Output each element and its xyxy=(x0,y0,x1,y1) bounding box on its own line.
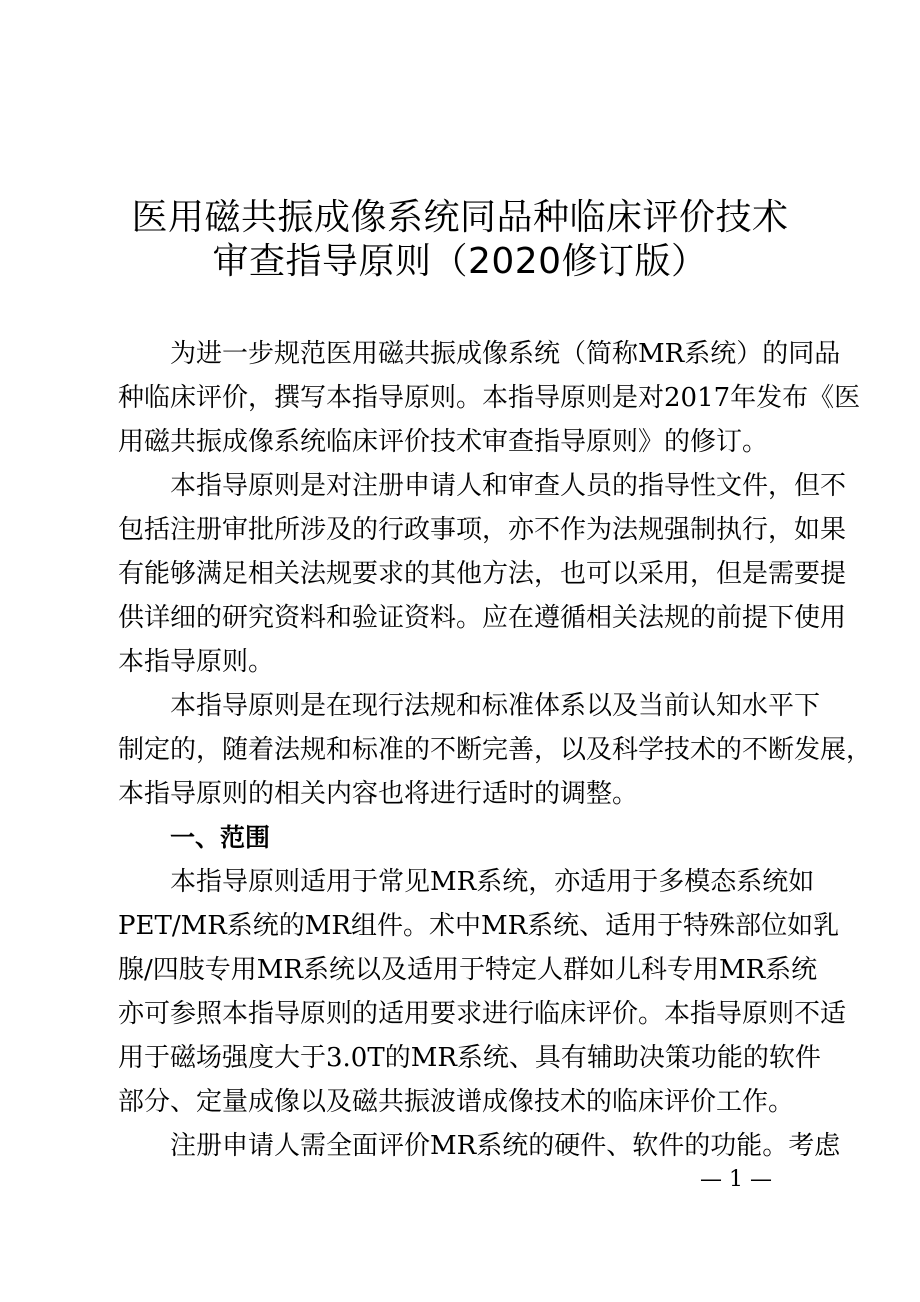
body-line: 供详细的研究资料和验证资料。应在遵循相关法规的前提下使用 xyxy=(118,603,847,633)
body-line: 有能够满足相关法规要求的其他方法，也可以采用，但是需要提 xyxy=(118,559,847,589)
body-line: 包括注册审批所涉及的行政事项，亦不作为法规强制执行，如果 xyxy=(118,515,847,545)
body-line: 用磁共振成像系统临床评价技术审查指导原则》的修订。 xyxy=(118,427,769,457)
body-line: 制定的，随着法规和标准的不断完善，以及科学技术的不断发展， xyxy=(118,735,873,765)
body-line: 部分、定量成像以及磁共振波谱成像技术的临床评价工作。 xyxy=(118,1087,795,1117)
document-title-line-1: 医用磁共振成像系统同品种临床评价技术 xyxy=(131,197,789,238)
body-line: 种临床评价，撰写本指导原则。本指导原则是对2017年发布《医 xyxy=(118,383,861,413)
body-line: 注册申请人需全面评价MR系统的硬件、软件的功能。考虑 xyxy=(170,1131,841,1161)
body-line: 为进一步规范医用磁共振成像系统（简称MR系统）的同品 xyxy=(170,339,841,369)
body-line: 亦可参照本指导原则的适用要求进行临床评价。本指导原则不适 xyxy=(118,999,847,1029)
body-line: 用于磁场强度大于3.0T的MR系统、具有辅助决策功能的软件 xyxy=(118,1043,821,1073)
body-line: 本指导原则是在现行法规和标准体系以及当前认知水平下 xyxy=(170,691,821,721)
body-line: 本指导原则的相关内容也将进行适时的调整。 xyxy=(118,779,639,809)
page-number: — 1 — xyxy=(700,1167,772,1192)
body-line: 本指导原则。 xyxy=(118,647,275,677)
document-title-line-2: 审查指导原则（2020修订版） xyxy=(212,241,708,282)
section-heading-scope: 一、范围 xyxy=(170,823,271,852)
body-line: 腺/四肢专用MR系统以及适用于特定人群如儿科专用MR系统 xyxy=(118,955,818,985)
body-line: PET/MR系统的MR组件。术中MR系统、适用于特殊部位如乳 xyxy=(118,911,840,941)
body-line: 本指导原则是对注册申请人和审查人员的指导性文件，但不 xyxy=(170,471,847,501)
body-line: 本指导原则适用于常见MR系统，亦适用于多模态系统如 xyxy=(170,867,815,897)
